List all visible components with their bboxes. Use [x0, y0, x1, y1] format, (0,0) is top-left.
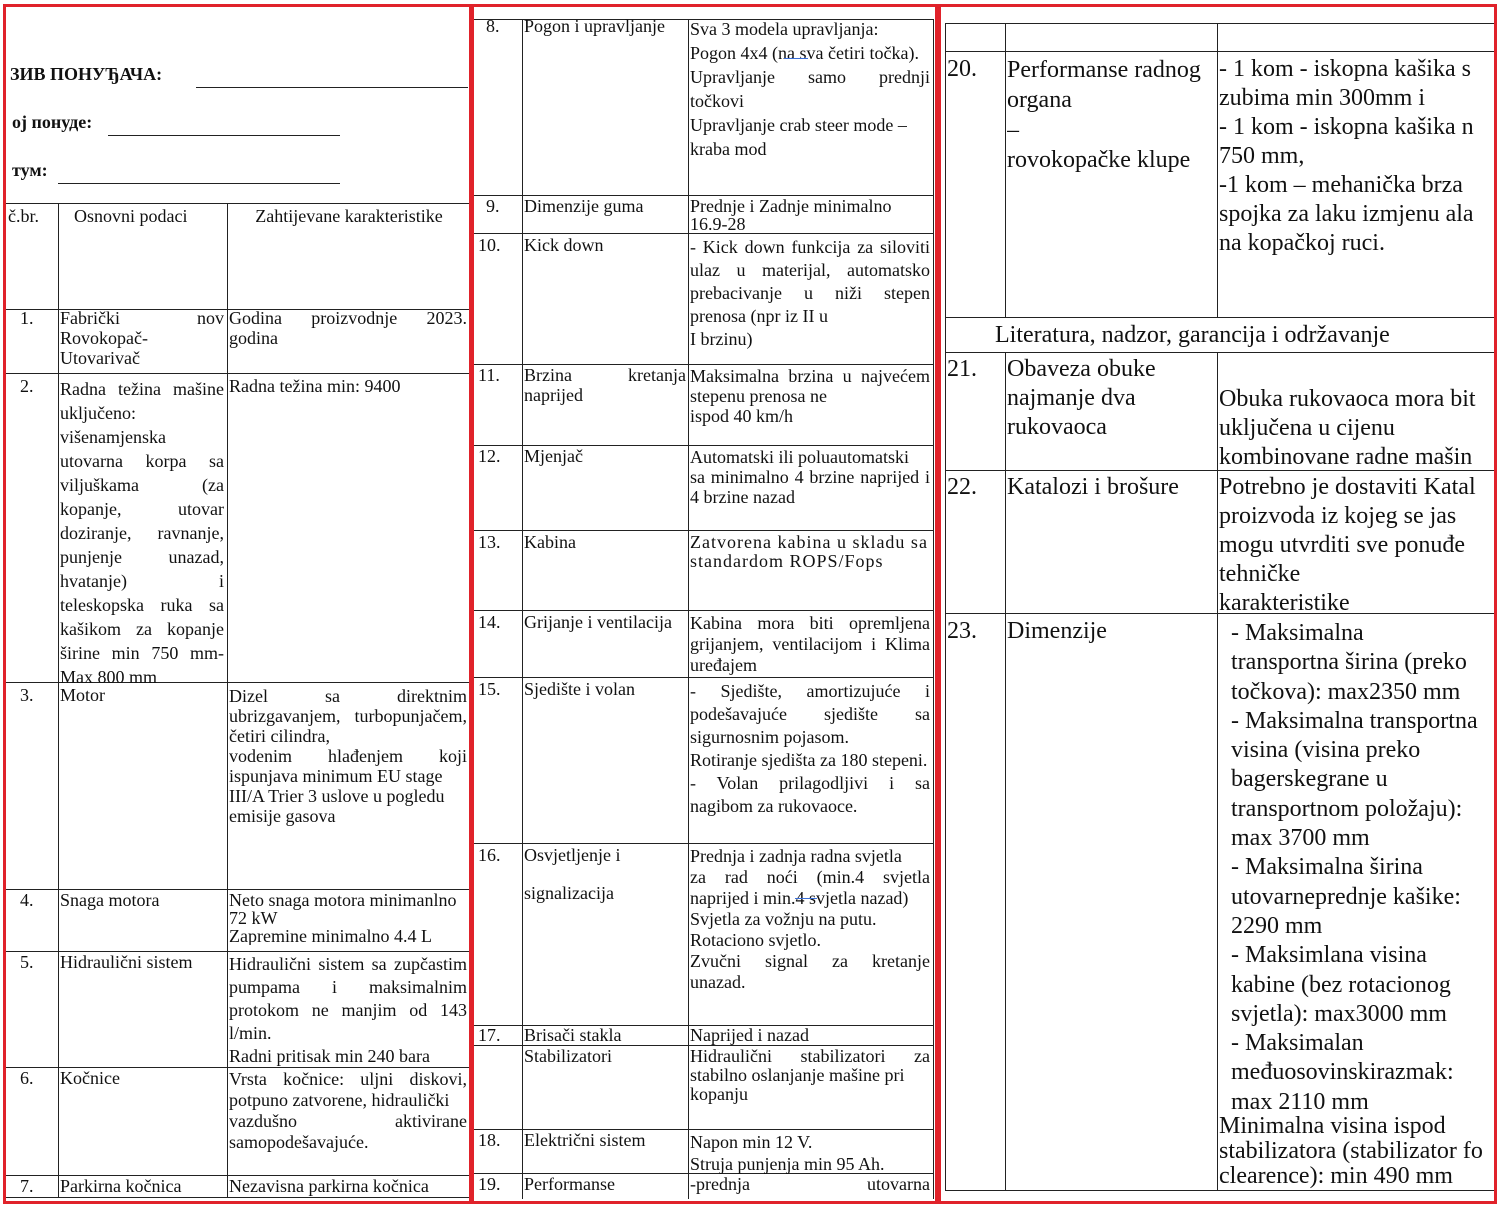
col-required-header: Zahtijevane karakteristike [255, 207, 443, 226]
col-no-header: č.br. [8, 207, 39, 226]
document-page-3: 20. Performanse radnog organa – rovokopačke klupe - 1 kom - iskopna kašika s zubima min 300mm i - 1 kom - iskopna kašika n 750 mm, -1 kom – mehanička brza spojka za laku izmjenu ala na kopačkoj ruci. Literatura, nadzor, garancija i održavanje 21. Obaveza obuke najmanje dva rukovaoca Obuka rukovaoca mora bit uključena u cijenu kombinovane radne mašin 22. Katalozi i brošure Potrebno je dostaviti Katal proizvoda iz kojeg se jas mogu utvrditi sve ponuđe tehničke karakteristike 23. Dimenzije - Maksimalna transportna širina (preko točkova): max2350 mm - Maksimalna transportna visina (visina preko bagerskegrane u transportnom položaju): max 3700 mm - Maksimalna širina utovarneprednje kašike: 2290 mm - Maksimlana visina kabine (bez rotacionog svjetla): max3000 mm - Maksimalan međuosovinskirazmak: max 2110 mm Minimalna visina ispod stabilizatora (stabilizator fo clearence): min 490 mm [938, 4, 1497, 1204]
offer-line [108, 135, 340, 136]
document-page-1: ЗИВ ПОНУЂАЧА: ој понуде: тум: č.br. Osnovni podaci Zahtijevane karakteristike 1. Fabrički nov Rovokopač-Utovarivač Godina proizvodnje 2023. godina 2. Radna težina mašine uključeno: višenamjenska utovarna korpa sa viljuškama (za kopanje, utovar doziranje, ravnanje, punjenje unazad, hvatanje) i teleskopska ruka sa kašikom za kopanje širine min 750 mm- Max 800 mm Radna težina min: 9400 3. Motor Dizel sa direktnim ubrizgavanjem, turbopunjačem, četiri cilindra, vodenim hlađenjem koji ispunjava minimum EU stage III/A Trier 3 uslove u pogledu emisije gasova 4. Snaga motora Neto snaga motora minimanlno 72 kW Zapremine minimalno 4.4 L 5. Hidraulični sistem Hidraulični sistem sa zupčastim pumpama i maksimalnim protokom ne manjim od 143 l/min. Radni pritisak min 240 bara 6. Kočnice Vrsta kočnice: uljni diskovi, potpuno zatvorene, hidraulički vazdušno aktivirane samopodešavajuće. 7. Parkirna kočnica Nezavisna parkirna kočnica [3, 4, 472, 1204]
col-basic-header: Osnovni podaci [74, 207, 188, 226]
bidder-line [196, 87, 468, 88]
date-line [58, 183, 340, 184]
spellcheck-mark [795, 898, 817, 899]
date-label: тум: [12, 161, 48, 180]
bidder-label: ЗИВ ПОНУЂАЧА: [10, 65, 163, 84]
spellcheck-mark [784, 58, 808, 59]
document-page-2: 8. Pogon i upravljanje Sva 3 modela upravljanja: Pogon 4x4 (na sva četiri točka). Upravljanje samo prednji točkovi Upravljanje crab steer mode – kraba mod 9. Dimenzije guma Prednje i Zadnje minimalno 16.9-28 10. Kick down - Kick down funkcija za siloviti ulaz u materijal, automatsko prebacivanje u niži stepen prenosa (npr iz II u I brzinu) 11. Brzina kretanja naprijed Maksimalna brzina u najvećem stepenu prenosa ne ispod 40 km/h 12. Mjenjač Automatski ili poluautomatski sa minimalno 4 brzine naprijed i 4 brzine nazad 13. Kabina Zatvorena kabina u skladu sa standardom ROPS/Fops 14. Grijanje i ventilacija Kabina mora biti opremljena grijanjem, ventilacijom i Klima uređajem 15. Sjedište i volan - Sjedište, amortizujuće i podešavajuće sjedište sa sigurnosnim pojasom. Rotiranje sjedišta za 180 stepeni. - Volan prilagodljivi i sa nagibom za rukovaoce. 16. Osvjetljenje i signalizacija Prednja i zadnja radna svjetla za rad noći (min.4 svjetla naprijed i min.4 svjetla nazad) Svjetla za vožnju na putu. Rotaciono svjetlo. Zvučni signal za kretanje unazad. 17. Brisači stakla Naprijed i nazad Stabilizatori Hidraulični stabilizatori za stabilno oslanjanje mašine pri kopanju 18. Električni sistem Napon min 12 V. Struja punjenja min 95 Ah. 19. Performanse -prednja utovarna [471, 4, 938, 1204]
section-heading: Literatura, nadzor, garancija i održavanje [995, 322, 1390, 348]
offer-label: ој понуде: [12, 113, 93, 132]
